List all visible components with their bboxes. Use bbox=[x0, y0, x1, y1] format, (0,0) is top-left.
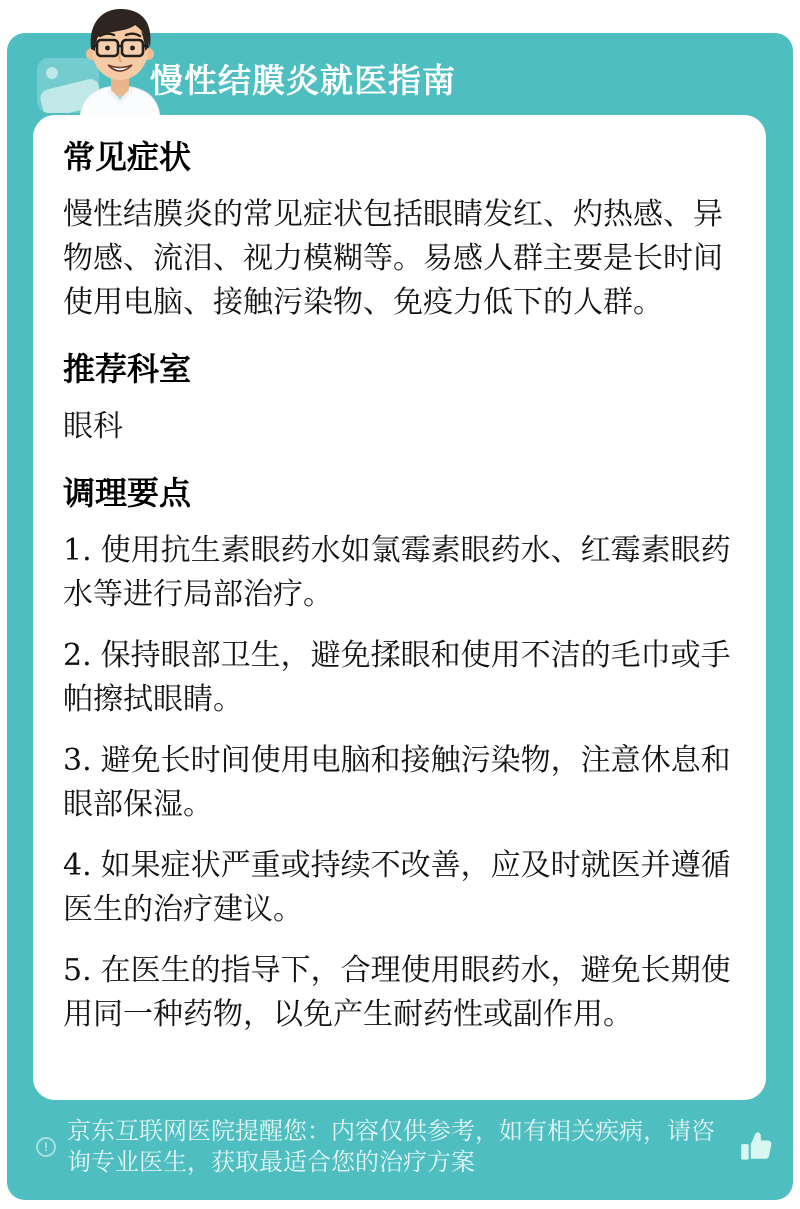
care-point-item bbox=[63, 844, 736, 932]
alert-circle-icon: ! bbox=[36, 1137, 56, 1157]
section-heading-care-points: 调理要点 bbox=[63, 475, 192, 511]
symptoms-paragraph: 慢性结膜炎的常见症状包括眼睛发红、灼热感、异物感、流泪、视力模糊等。易感人群主要是长时间使用电脑、接触污染物、免疫力低下的人群。 bbox=[63, 198, 723, 319]
item-number: 1. bbox=[63, 533, 92, 568]
item-text: 在医生的指导下，合理使用眼药水，避免长期使用同一种药物，以免产生耐药性或副作用。 bbox=[63, 954, 731, 1031]
item-text: 使用抗生素眼药水如氯霉素眼药水、红霉素眼药水等进行局部治疗。 bbox=[63, 534, 731, 611]
item-number: 2. bbox=[63, 638, 92, 673]
item-number: 4. bbox=[63, 848, 92, 883]
disclaimer-footer bbox=[36, 1116, 778, 1178]
doctor-avatar bbox=[52, 7, 188, 115]
care-point-item bbox=[63, 529, 736, 617]
item-text: 保持眼部卫生，避免揉眼和使用不洁的毛巾或手帕擦拭眼睛。 bbox=[63, 639, 731, 716]
guide-title: 慢性结膜炎就医指南 bbox=[150, 62, 456, 99]
care-point-item bbox=[63, 739, 736, 827]
item-number: 3. bbox=[63, 743, 92, 778]
section-heading-department: 推荐科室 bbox=[63, 351, 192, 387]
content-card bbox=[33, 115, 766, 1100]
care-point-item bbox=[63, 949, 736, 1037]
guide-panel bbox=[7, 33, 793, 1200]
thumbs-up-icon[interactable] bbox=[738, 1128, 778, 1166]
department-value: 眼科 bbox=[63, 410, 123, 443]
section-heading-symptoms: 常见症状 bbox=[63, 139, 192, 175]
care-point-item bbox=[63, 634, 736, 722]
item-text: 避免长时间使用电脑和接触污染物，注意休息和眼部保湿。 bbox=[63, 744, 731, 821]
item-text: 如果症状严重或持续不改善，应及时就医并遵循医生的治疗建议。 bbox=[63, 849, 731, 926]
disclaimer-text: 京东互联网医院提醒您：内容仅供参考，如有相关疾病，请咨询专业医生，获取最适合您的治疗方案 bbox=[67, 1118, 715, 1176]
item-number: 5. bbox=[63, 953, 92, 988]
